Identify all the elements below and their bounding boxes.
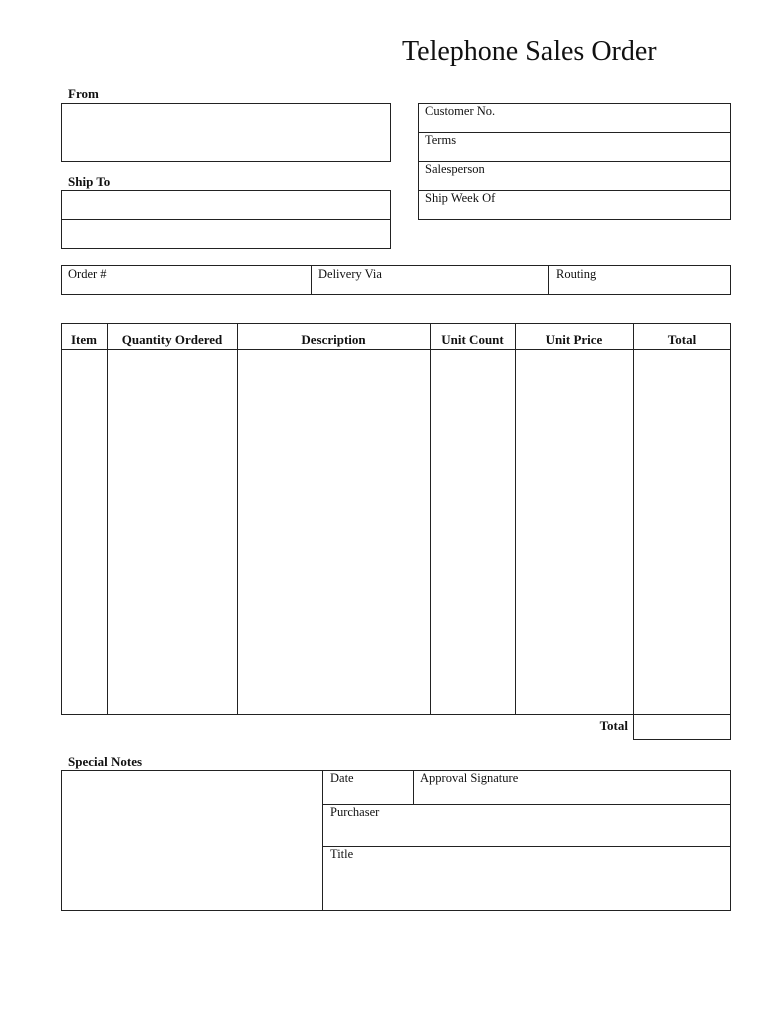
order-row [61, 265, 731, 295]
approval-divider-1 [322, 804, 731, 805]
th-unit-price: Unit Price [545, 332, 603, 347]
line-total-cell[interactable] [634, 350, 730, 714]
grand-total-label: Total [599, 718, 628, 733]
ship-to-divider [61, 219, 391, 220]
special-notes-label: Special Notes [68, 754, 143, 769]
th-item: Item [71, 332, 97, 347]
date-divider [413, 770, 414, 805]
description-cell[interactable] [238, 350, 430, 714]
th-unit-count: Unit Count [441, 332, 504, 347]
purchaser-label[interactable]: Purchaser [330, 805, 380, 819]
customer-no-label[interactable]: Customer No. [425, 104, 496, 118]
unit-count-cell[interactable] [431, 350, 515, 714]
ship-week-of-label[interactable]: Ship Week Of [425, 191, 496, 205]
page-title: Telephone Sales Order [402, 36, 657, 67]
approval-divider-2 [322, 846, 731, 847]
routing-label[interactable]: Routing [556, 267, 597, 281]
grand-total-field[interactable] [633, 714, 731, 740]
th-description: Description [301, 332, 366, 347]
salesperson-label[interactable]: Salesperson [425, 162, 485, 176]
order-no-label[interactable]: Order # [68, 267, 107, 281]
terms-label[interactable]: Terms [425, 133, 457, 147]
quantity-ordered-cell[interactable] [108, 350, 237, 714]
notes-divider [322, 770, 323, 911]
approval-signature-label[interactable]: Approval Signature [420, 771, 519, 785]
delivery-via-label[interactable]: Delivery Via [318, 267, 382, 281]
th-quantity-ordered: Quantity Ordered [121, 332, 223, 347]
ship-to-label: Ship To [68, 174, 111, 189]
from-label: From [68, 86, 99, 101]
title-label[interactable]: Title [330, 847, 354, 861]
order-divider-1 [311, 265, 312, 295]
special-notes-field[interactable] [62, 771, 322, 910]
th-total: Total [667, 332, 697, 347]
from-field[interactable] [61, 103, 391, 162]
item-cell[interactable] [62, 350, 107, 714]
order-divider-2 [548, 265, 549, 295]
date-label[interactable]: Date [330, 771, 354, 785]
info-divider-1 [418, 132, 731, 133]
unit-price-cell[interactable] [516, 350, 633, 714]
